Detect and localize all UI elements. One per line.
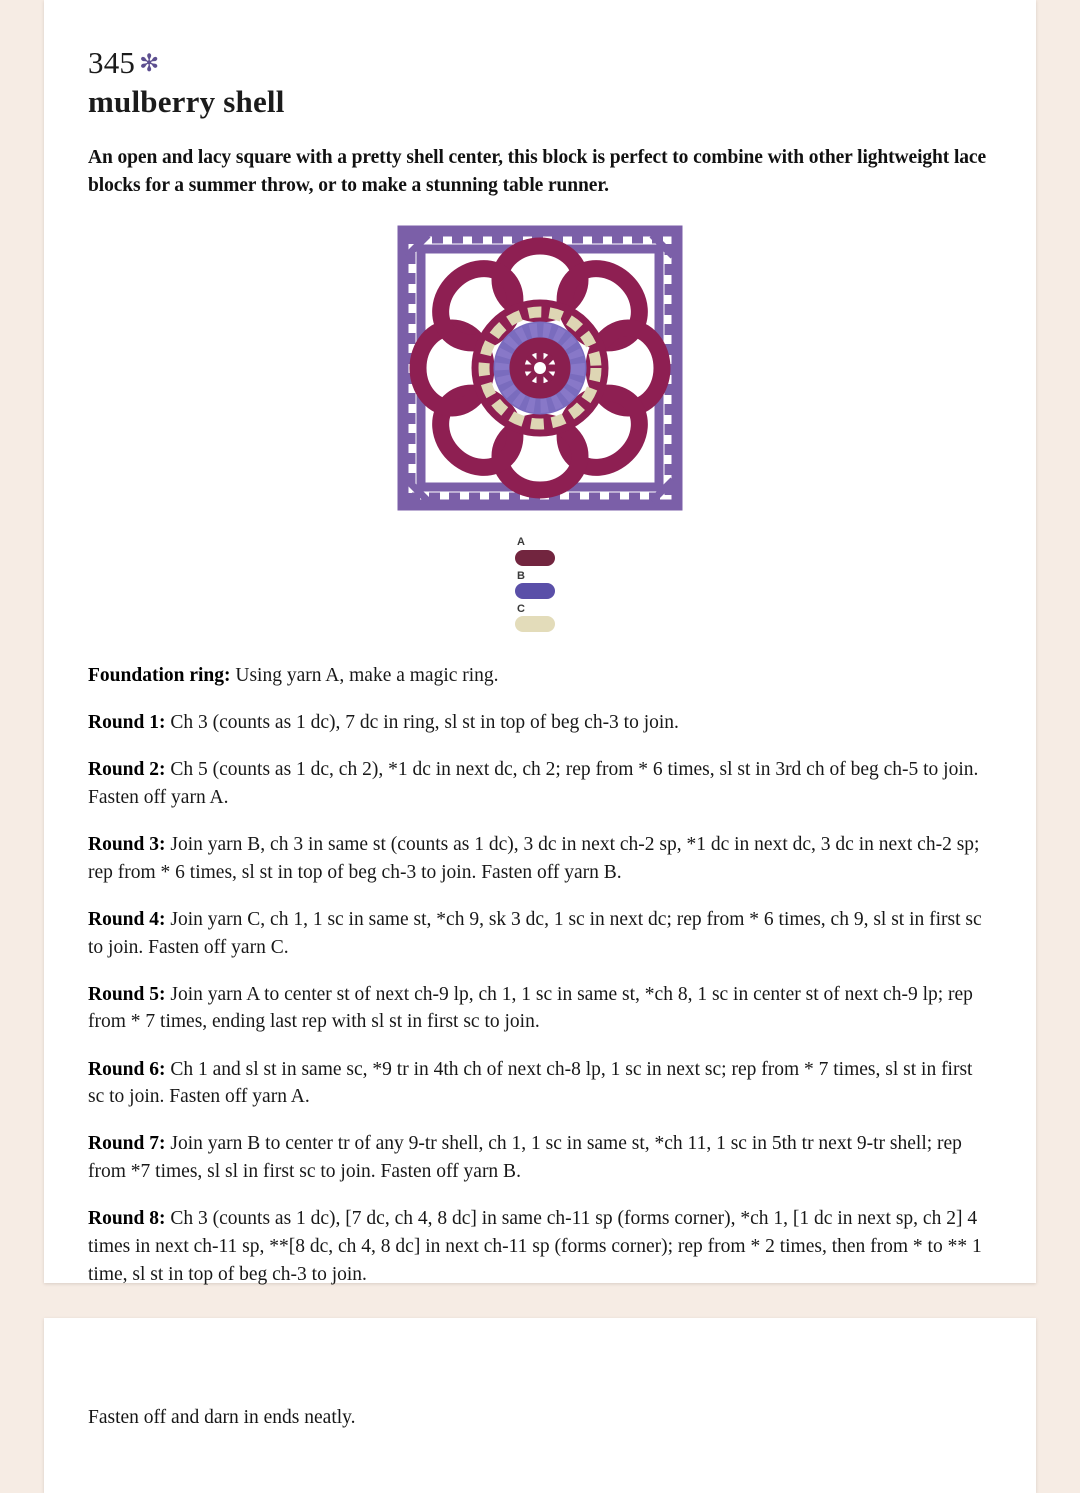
instruction-row [88, 1205, 992, 1288]
yarn-label-b: B [517, 569, 525, 582]
instruction-label: Round 8: [88, 1208, 166, 1230]
closing-instruction: Fasten off and darn in ends neatly. [88, 1406, 356, 1428]
instruction-body: Join yarn B to center tr of any 9-tr shell, ch 1, 1 sc in same st, *ch 11, 1 sc in 5th tr next 9-tr shell; rep from *7 times, sl sl in first sc to join. Fasten off yarn B. [88, 1133, 962, 1183]
yarn-label-c: C [517, 602, 525, 615]
instruction-body: Join yarn B, ch 3 in same st (counts as 1 dc), 3 dc in next ch-2 sp, *1 dc in next dc, 3 dc in next ch-2 sp; rep from * 6 times, sl st in top of beg ch-3 to join. Fasten off yarn B. [88, 833, 980, 883]
page-title: mulberry shell [88, 83, 285, 119]
instruction-body: Ch 1 and sl st in same sc, *9 tr in 4th ch of next ch-8 lp, 1 sc in next sc; rep from * 7 times, sl st in first sc to join. Fasten off yarn A. [88, 1058, 973, 1108]
instruction-row [88, 662, 992, 690]
instruction-label: Round 6: [88, 1058, 166, 1080]
instruction-body: Ch 5 (counts as 1 dc, ch 2), *1 dc in next dc, ch 2; rep from * 6 times, sl st in 3rd ch of beg ch-5 to join. Fasten off yarn A. [88, 759, 979, 808]
instruction-label: Round 1: [88, 711, 166, 733]
pattern-page [44, 0, 1036, 1283]
instruction-row [88, 831, 992, 886]
yarn-color-key [515, 536, 635, 631]
difficulty-star-icon: ✻ [139, 49, 160, 77]
instruction-body: Ch 3 (counts as 1 dc), [7 dc, ch 4, 8 dc] in same ch-11 sp (forms corner), *ch 1, [1 dc in next sp, ch 2] 4 times in next ch-11 sp, **[8 dc, ch 4, 8 dc] in next ch-11 sp (forms corner); rep from * 2 times, then from * to ** 1 time, sl st in top of beg ch-3 to join. [88, 1208, 982, 1285]
instruction-row [88, 906, 992, 961]
instruction-body: Using yarn A, make a magic ring. [230, 664, 499, 686]
instruction-body: Join yarn A to center st of next ch-9 lp, ch 1, 1 sc in same st, *ch 8, 1 sc in center st of next ch-9 lp; rep from * 7 times, ending last rep with sl st in first sc to join. [88, 983, 973, 1033]
instruction-label: Round 7: [88, 1133, 166, 1155]
instruction-label: Round 2: [88, 759, 166, 781]
block-intro-text: An open and lacy square with a pretty shell center, this block is perfect to combine with other lightweight lace blocks for a summer throw, or to make a stunning table runner. [88, 146, 987, 197]
instruction-body: Ch 3 (counts as 1 dc), 7 dc in ring, sl st in top of beg ch-3 to join. [165, 711, 679, 733]
instruction-label: Foundation ring: [88, 664, 231, 686]
instruction-row [88, 1056, 992, 1111]
instruction-label: Round 3: [88, 833, 166, 855]
instruction-row [88, 981, 992, 1036]
instruction-row [88, 709, 992, 737]
crochet-square-photo [394, 222, 686, 514]
block-number-value: 345 [88, 45, 136, 80]
instruction-label: Round 4: [88, 908, 166, 930]
continuation-page [44, 1318, 1036, 1493]
instruction-row [88, 1130, 992, 1185]
instruction-label: Round 5: [88, 983, 166, 1005]
yarn-key-row [515, 536, 635, 565]
yarn-swatch-c [515, 616, 555, 632]
pattern-instructions [88, 662, 992, 1289]
yarn-label-a: A [517, 536, 525, 549]
yarn-swatch-b [515, 583, 555, 599]
yarn-key-row [515, 603, 635, 632]
yarn-key-row [515, 570, 635, 599]
instruction-row [88, 756, 992, 811]
instruction-body: Join yarn C, ch 1, 1 sc in same st, *ch 9, sk 3 dc, 1 sc in next dc; rep from * 6 times, ch 9, sl st in first sc to join. Fasten off yarn C. [88, 908, 982, 958]
yarn-swatch-a [515, 550, 555, 566]
swatch-photo-container [88, 222, 992, 514]
crochet-square-illustration [394, 222, 686, 514]
block-number-heading [88, 46, 992, 81]
